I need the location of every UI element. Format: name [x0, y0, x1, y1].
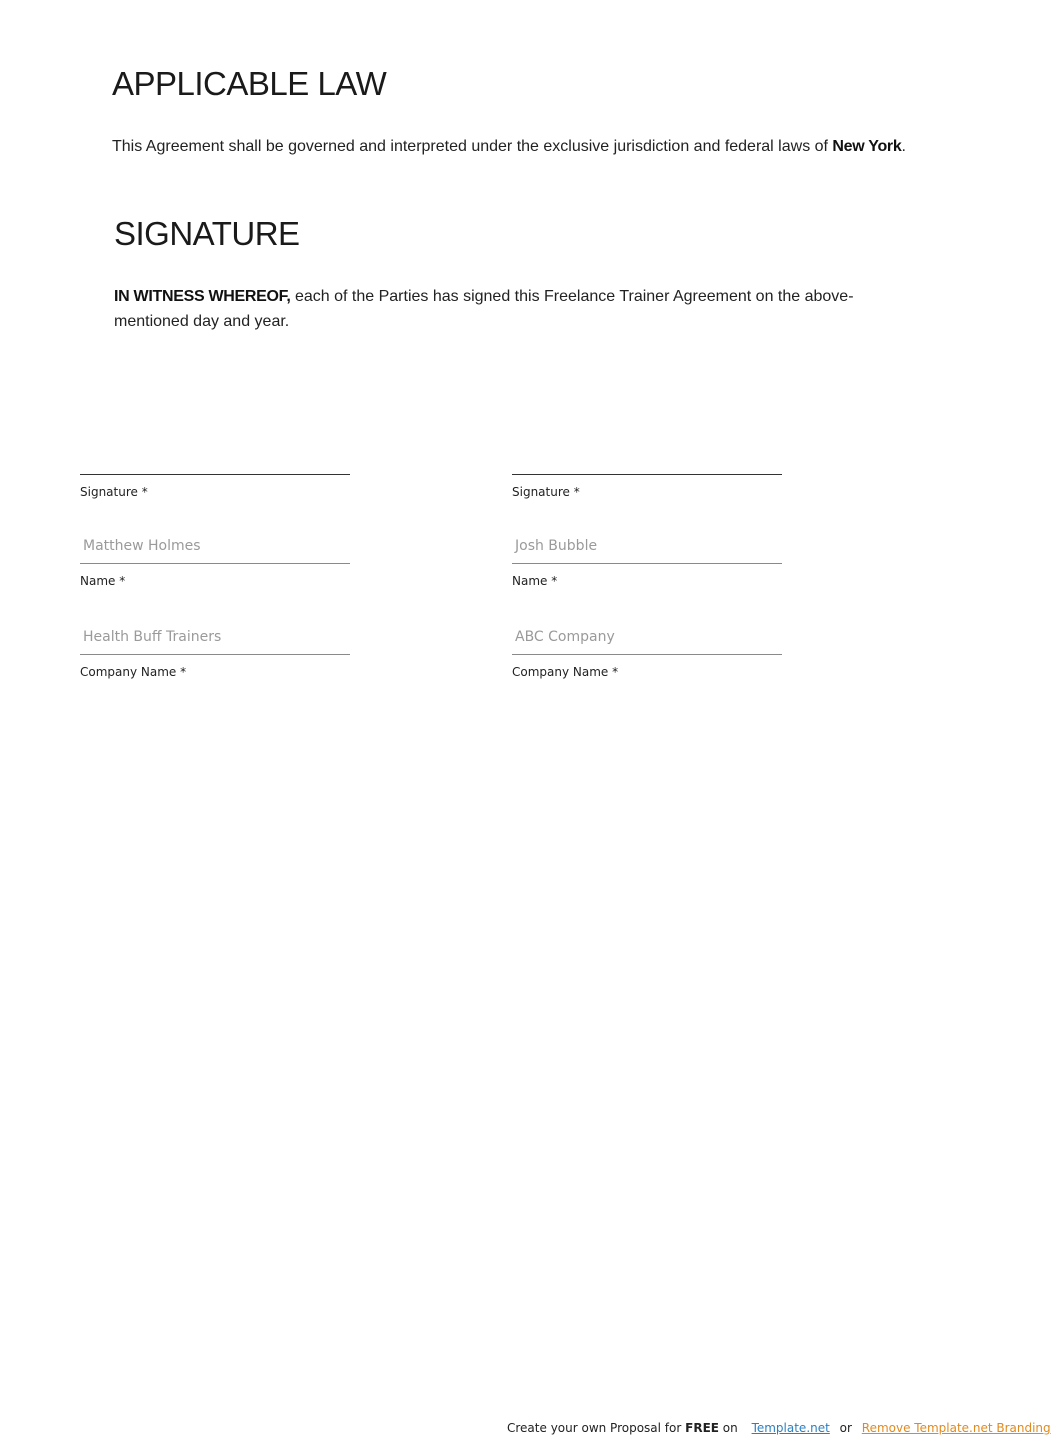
signature-field-right[interactable] — [512, 474, 782, 499]
applicable-law-paragraph — [112, 134, 932, 159]
name-label: Name * — [512, 574, 558, 588]
governing-state: New York — [832, 138, 902, 155]
name-value[interactable]: Josh Bubble — [515, 538, 598, 554]
name-line — [80, 563, 350, 564]
company-label: Company Name * — [512, 665, 619, 679]
company-line — [512, 654, 782, 655]
company-field-left[interactable] — [80, 626, 350, 679]
name-field-left[interactable] — [80, 535, 350, 588]
signature-label: Signature * — [512, 485, 580, 499]
company-line — [80, 654, 350, 655]
company-field-right[interactable] — [512, 626, 782, 679]
footer-text: Create your own Proposal for — [507, 1421, 686, 1435]
signature-label: Signature * — [80, 485, 148, 499]
name-line — [512, 563, 782, 564]
remove-branding-link[interactable]: Remove Template.net Branding — [861, 1421, 1051, 1435]
witness-paragraph — [114, 284, 914, 334]
company-value[interactable]: ABC Company — [515, 629, 615, 645]
name-label: Name * — [80, 574, 126, 588]
footer-on: on — [718, 1421, 738, 1435]
witness-text: each of the Parties has signed this Freelance Trainer Agreement on the above-mentioned day and year. — [114, 288, 854, 330]
signature-line — [80, 474, 350, 475]
name-value[interactable]: Matthew Holmes — [83, 538, 201, 554]
applicable-law-heading: APPLICABLE LAW — [112, 65, 387, 102]
footer-free: FREE — [685, 1421, 719, 1435]
template-net-link[interactable]: Template.net — [751, 1421, 830, 1435]
witness-bold-text: IN WITNESS WHEREOF, — [114, 288, 291, 305]
signature-field-left[interactable] — [80, 474, 350, 499]
branding-footer — [507, 1419, 1051, 1437]
signature-line — [512, 474, 782, 475]
applicable-law-text: This Agreement shall be governed and interpreted under the exclusive jurisdiction and federal laws of — [112, 138, 833, 155]
signature-heading: SIGNATURE — [114, 215, 300, 252]
applicable-law-period: . — [901, 138, 906, 155]
name-field-right[interactable] — [512, 535, 782, 588]
footer-or: or — [839, 1421, 852, 1435]
company-label: Company Name * — [80, 665, 187, 679]
company-value[interactable]: Health Buff Trainers — [83, 629, 222, 645]
